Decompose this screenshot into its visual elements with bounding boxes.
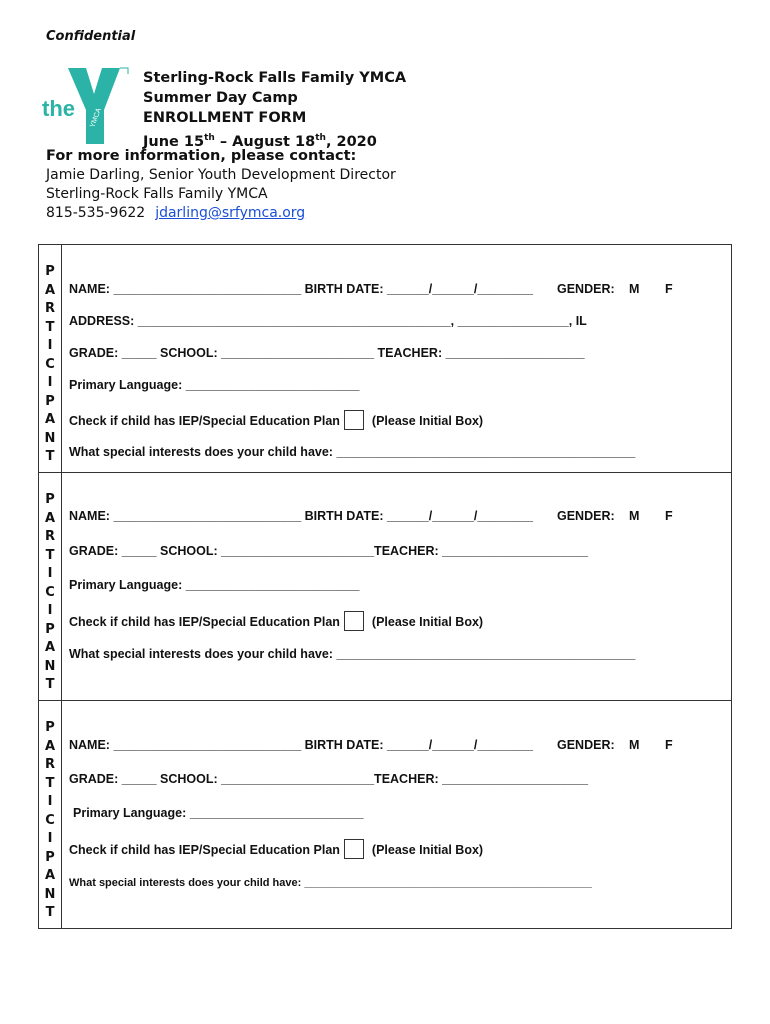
org-name: Sterling-Rock Falls Family YMCA xyxy=(143,70,407,86)
ymca-logo xyxy=(42,66,134,146)
participant-vertical-label: P A R T I C I P A N T xyxy=(39,245,62,472)
program-name: Summer Day Camp xyxy=(143,90,298,106)
iep-label: Check if child has IEP/Special Education Plan xyxy=(69,843,340,857)
grade-school-teacher-field[interactable]: GRADE: _____ SCHOOL: ______________________TEACHER: _____________________ xyxy=(69,544,589,558)
participant-vertical-label: P A R T I C I P A N T xyxy=(39,473,62,700)
form-title-block xyxy=(143,68,406,152)
contact-heading: For more information, please contact: xyxy=(46,148,357,164)
grade-school-teacher-field[interactable]: GRADE: _____ SCHOOL: ______________________ TEACHER: ____________________ xyxy=(69,346,585,360)
contact-email-link[interactable]: jdarling@srfymca.org xyxy=(155,205,306,221)
iep-row xyxy=(69,410,483,430)
gender-m-option[interactable]: M xyxy=(629,509,640,523)
address-field[interactable]: ADDRESS: _____________________________________________, ________________, IL xyxy=(69,314,587,328)
iep-label: Check if child has IEP/Special Education Plan xyxy=(69,414,340,428)
contact-name: Jamie Darling, Senior Youth Development Director xyxy=(46,167,396,183)
iep-note: (Please Initial Box) xyxy=(371,414,484,428)
primary-language-field[interactable]: Primary Language: _________________________ xyxy=(73,806,364,820)
name-birthdate-field[interactable]: NAME: ___________________________ BIRTH DATE: ______/______/________ xyxy=(69,509,533,523)
participant-vertical-label: P A R T I C I P A N T xyxy=(39,701,62,928)
gender-label: GENDER: xyxy=(557,282,615,296)
primary-language-field[interactable]: Primary Language: _________________________ xyxy=(69,378,360,392)
participant-section-1 xyxy=(38,244,732,473)
contact-phone-email xyxy=(46,205,305,221)
iep-row xyxy=(69,611,483,631)
special-interests-field[interactable]: What special interests does your child have: ___________________________________________ xyxy=(69,445,636,459)
iep-initial-box[interactable] xyxy=(344,839,364,859)
iep-label: Check if child has IEP/Special Education Plan xyxy=(69,615,340,629)
gender-m-option[interactable]: M xyxy=(629,282,640,296)
name-birthdate-field[interactable]: NAME: ___________________________ BIRTH DATE: ______/______/________ xyxy=(69,282,533,296)
logo-sub: YMCA xyxy=(89,107,103,129)
grade-school-teacher-field[interactable]: GRADE: _____ SCHOOL: ______________________TEACHER: _____________________ xyxy=(69,772,589,786)
program-dates: June 15th – August 18th, 2020 xyxy=(143,133,377,150)
iep-initial-box[interactable] xyxy=(344,611,364,631)
gender-label: GENDER: xyxy=(557,738,615,752)
iep-note: (Please Initial Box) xyxy=(371,615,484,629)
iep-row xyxy=(69,839,483,859)
confidential-label: Confidential xyxy=(46,29,136,44)
contact-phone: 815-535-9622 xyxy=(46,205,146,221)
logo-text: the xyxy=(42,96,75,121)
participant-section-3 xyxy=(38,700,732,929)
special-interests-field[interactable]: What special interests does your child have: ___________________________________________ xyxy=(69,647,636,661)
name-birthdate-field[interactable]: NAME: ___________________________ BIRTH DATE: ______/______/________ xyxy=(69,738,533,752)
iep-initial-box[interactable] xyxy=(344,410,364,430)
participant-section-2 xyxy=(38,472,732,701)
contact-org: Sterling-Rock Falls Family YMCA xyxy=(46,186,268,202)
gender-m-option[interactable]: M xyxy=(629,738,640,752)
gender-f-option[interactable]: F xyxy=(665,738,673,752)
form-name: ENROLLMENT FORM xyxy=(143,110,307,126)
gender-f-option[interactable]: F xyxy=(665,509,673,523)
gender-f-option[interactable]: F xyxy=(665,282,673,296)
primary-language-field[interactable]: Primary Language: _________________________ xyxy=(69,578,360,592)
iep-note: (Please Initial Box) xyxy=(371,843,484,857)
special-interests-field[interactable]: What special interests does your child have: _______________________________________________ xyxy=(69,877,592,889)
gender-label: GENDER: xyxy=(557,509,615,523)
